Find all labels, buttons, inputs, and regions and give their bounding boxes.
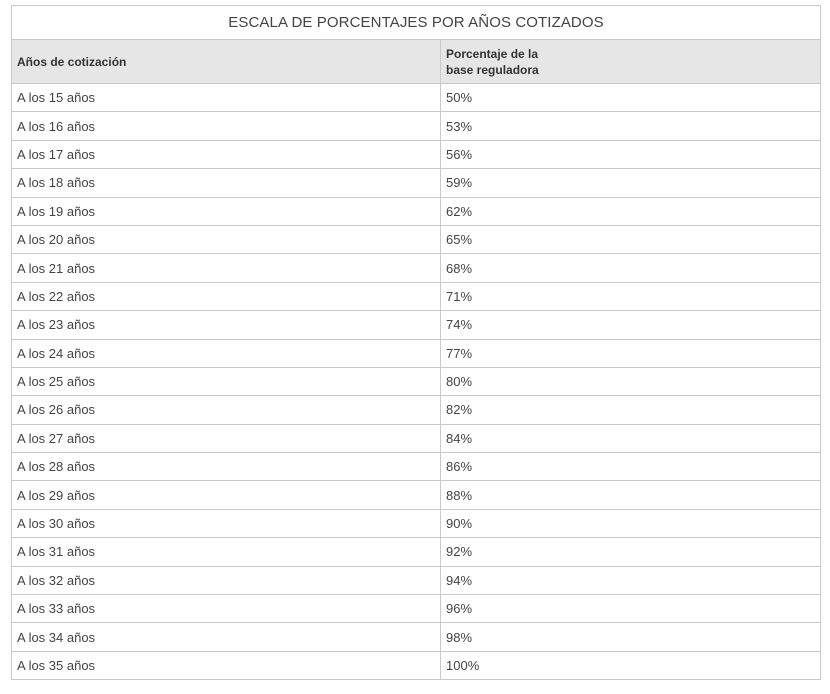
years-cell: A los 26 años xyxy=(12,396,441,424)
years-cell: A los 24 años xyxy=(12,339,441,367)
column-header-percentage xyxy=(441,40,821,84)
table-row xyxy=(12,339,821,367)
table-row xyxy=(12,481,821,509)
column-header-years: Años de cotización xyxy=(12,40,441,84)
table-header-row xyxy=(12,40,821,84)
years-cell: A los 31 años xyxy=(12,538,441,566)
table-title: ESCALA DE PORCENTAJES POR AÑOS COTIZADOS xyxy=(12,6,821,40)
percentage-cell: 68% xyxy=(441,254,821,282)
table-row xyxy=(12,509,821,537)
table-row xyxy=(12,396,821,424)
percentage-cell: 62% xyxy=(441,197,821,225)
years-cell: A los 30 años xyxy=(12,509,441,537)
years-cell: A los 18 años xyxy=(12,169,441,197)
percentage-cell: 80% xyxy=(441,367,821,395)
years-cell: A los 33 años xyxy=(12,595,441,623)
years-cell: A los 19 años xyxy=(12,197,441,225)
percentage-cell: 86% xyxy=(441,453,821,481)
percentage-cell: 100% xyxy=(441,651,821,679)
years-cell: A los 34 años xyxy=(12,623,441,651)
years-cell: A los 29 años xyxy=(12,481,441,509)
table-row xyxy=(12,623,821,651)
percentage-cell: 94% xyxy=(441,566,821,594)
percentage-table-container xyxy=(11,5,820,680)
percentage-cell: 71% xyxy=(441,282,821,310)
table-row xyxy=(12,538,821,566)
percentage-cell: 98% xyxy=(441,623,821,651)
percentage-cell: 74% xyxy=(441,311,821,339)
table-row xyxy=(12,254,821,282)
percentage-cell: 82% xyxy=(441,396,821,424)
years-cell: A los 15 años xyxy=(12,84,441,112)
years-cell: A los 17 años xyxy=(12,140,441,168)
years-cell: A los 27 años xyxy=(12,424,441,452)
percentage-cell: 56% xyxy=(441,140,821,168)
years-cell: A los 20 años xyxy=(12,225,441,253)
table-row xyxy=(12,282,821,310)
table-row xyxy=(12,424,821,452)
years-cell: A los 28 años xyxy=(12,453,441,481)
percentage-cell: 90% xyxy=(441,509,821,537)
percentage-cell: 92% xyxy=(441,538,821,566)
table-row xyxy=(12,311,821,339)
table-row xyxy=(12,225,821,253)
table-row xyxy=(12,169,821,197)
table-row xyxy=(12,84,821,112)
years-cell: A los 21 años xyxy=(12,254,441,282)
table-row xyxy=(12,453,821,481)
table-row xyxy=(12,140,821,168)
years-cell: A los 32 años xyxy=(12,566,441,594)
table-row xyxy=(12,651,821,679)
years-cell: A los 22 años xyxy=(12,282,441,310)
years-cell: A los 23 años xyxy=(12,311,441,339)
table-body xyxy=(12,84,821,680)
percentage-cell: 96% xyxy=(441,595,821,623)
table-row xyxy=(12,367,821,395)
column-header-percentage-label: Porcentaje de la base reguladora xyxy=(446,46,539,77)
years-cell: A los 35 años xyxy=(12,651,441,679)
percentage-cell: 53% xyxy=(441,112,821,140)
percentage-cell: 88% xyxy=(441,481,821,509)
percentage-cell: 84% xyxy=(441,424,821,452)
percentage-cell: 50% xyxy=(441,84,821,112)
table-title-row xyxy=(12,6,821,40)
percentage-cell: 77% xyxy=(441,339,821,367)
table-row xyxy=(12,595,821,623)
percentage-cell: 65% xyxy=(441,225,821,253)
table-row xyxy=(12,197,821,225)
table-row xyxy=(12,566,821,594)
percentage-cell: 59% xyxy=(441,169,821,197)
table-row xyxy=(12,112,821,140)
years-cell: A los 25 años xyxy=(12,367,441,395)
percentage-scale-table xyxy=(11,5,821,680)
years-cell: A los 16 años xyxy=(12,112,441,140)
